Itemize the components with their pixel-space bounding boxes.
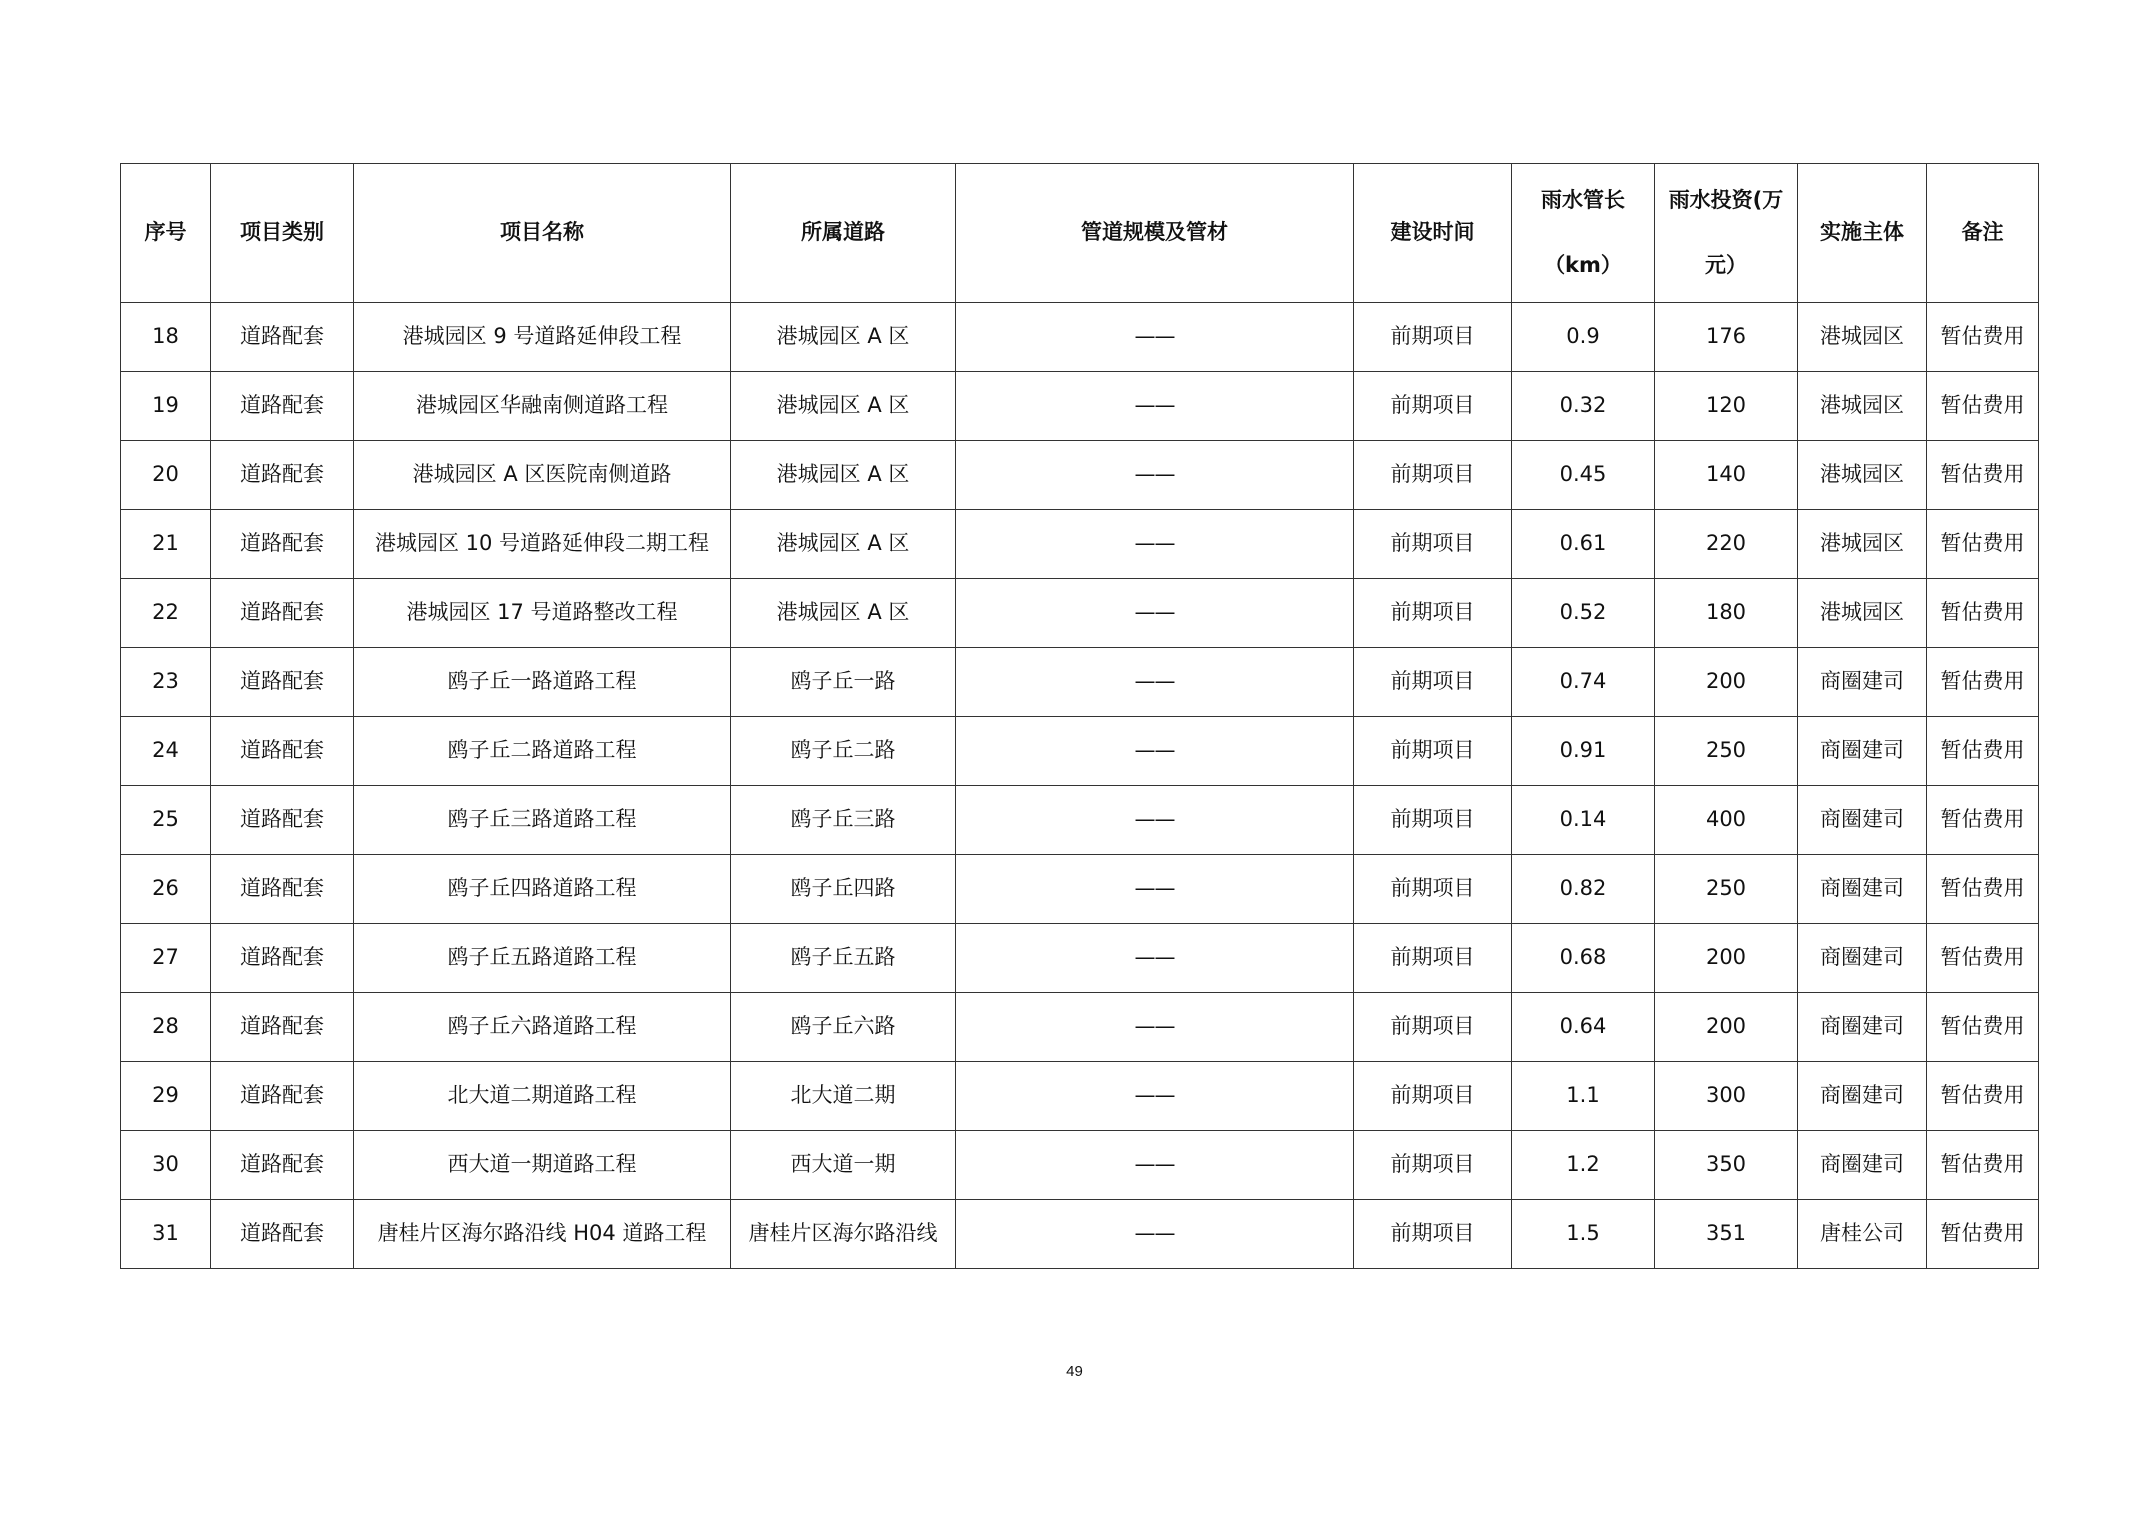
- header-length-line2: （km）: [1544, 253, 1622, 277]
- table-row: [121, 717, 2039, 786]
- cell-length: 0.64: [1512, 993, 1655, 1062]
- cell-category: 道路配套: [211, 579, 354, 648]
- cell-category: 道路配套: [211, 1131, 354, 1200]
- cell-note: 暂估费用: [1927, 1131, 2039, 1200]
- header-invest-line2: 元）: [1705, 253, 1747, 277]
- cell-length: 1.1: [1512, 1062, 1655, 1131]
- cell-seq: 25: [121, 786, 211, 855]
- cell-category: 道路配套: [211, 993, 354, 1062]
- cell-time: 前期项目: [1354, 441, 1512, 510]
- cell-entity: 唐桂公司: [1798, 1200, 1927, 1269]
- cell-note: 暂估费用: [1927, 648, 2039, 717]
- page-number: 49: [1066, 1363, 1083, 1380]
- header-note: 备注: [1927, 164, 2039, 303]
- cell-length: 0.91: [1512, 717, 1655, 786]
- cell-invest: 200: [1655, 648, 1798, 717]
- cell-name: 西大道一期道路工程: [354, 1131, 731, 1200]
- cell-entity: 商圈建司: [1798, 1062, 1927, 1131]
- cell-road: 港城园区 A 区: [731, 303, 956, 372]
- table-row: [121, 993, 2039, 1062]
- cell-pipe: ——: [956, 648, 1354, 717]
- cell-note: 暂估费用: [1927, 441, 2039, 510]
- table-header: [121, 164, 2039, 303]
- cell-note: 暂估费用: [1927, 717, 2039, 786]
- header-invest: [1655, 164, 1798, 303]
- cell-invest: 176: [1655, 303, 1798, 372]
- cell-time: 前期项目: [1354, 579, 1512, 648]
- cell-length: 0.82: [1512, 855, 1655, 924]
- cell-time: 前期项目: [1354, 993, 1512, 1062]
- cell-entity: 港城园区: [1798, 510, 1927, 579]
- cell-length: 1.5: [1512, 1200, 1655, 1269]
- cell-pipe: ——: [956, 441, 1354, 510]
- cell-category: 道路配套: [211, 717, 354, 786]
- cell-road: 鸥子丘六路: [731, 993, 956, 1062]
- cell-name: 北大道二期道路工程: [354, 1062, 731, 1131]
- header-row: [121, 164, 2039, 303]
- cell-pipe: ——: [956, 855, 1354, 924]
- cell-length: 0.52: [1512, 579, 1655, 648]
- cell-time: 前期项目: [1354, 786, 1512, 855]
- cell-time: 前期项目: [1354, 372, 1512, 441]
- cell-pipe: ——: [956, 510, 1354, 579]
- cell-road: 港城园区 A 区: [731, 372, 956, 441]
- cell-category: 道路配套: [211, 1200, 354, 1269]
- cell-category: 道路配套: [211, 855, 354, 924]
- cell-seq: 29: [121, 1062, 211, 1131]
- cell-entity: 商圈建司: [1798, 648, 1927, 717]
- cell-note: 暂估费用: [1927, 579, 2039, 648]
- cell-length: 0.74: [1512, 648, 1655, 717]
- cell-name: 港城园区 9 号道路延伸段工程: [354, 303, 731, 372]
- cell-time: 前期项目: [1354, 924, 1512, 993]
- cell-time: 前期项目: [1354, 303, 1512, 372]
- cell-invest: 220: [1655, 510, 1798, 579]
- cell-invest: 200: [1655, 924, 1798, 993]
- cell-note: 暂估费用: [1927, 1062, 2039, 1131]
- cell-seq: 31: [121, 1200, 211, 1269]
- table-row: [121, 855, 2039, 924]
- cell-pipe: ——: [956, 924, 1354, 993]
- cell-seq: 30: [121, 1131, 211, 1200]
- cell-road: 鸥子丘二路: [731, 717, 956, 786]
- cell-entity: 商圈建司: [1798, 993, 1927, 1062]
- cell-name: 唐桂片区海尔路沿线 H04 道路工程: [354, 1200, 731, 1269]
- cell-category: 道路配套: [211, 441, 354, 510]
- cell-road: 西大道一期: [731, 1131, 956, 1200]
- table-row: [121, 372, 2039, 441]
- cell-name: 港城园区 10 号道路延伸段二期工程: [354, 510, 731, 579]
- table-row: [121, 648, 2039, 717]
- cell-name: 港城园区华融南侧道路工程: [354, 372, 731, 441]
- cell-entity: 港城园区: [1798, 441, 1927, 510]
- cell-road: 鸥子丘四路: [731, 855, 956, 924]
- header-pipe: 管道规模及管材: [956, 164, 1354, 303]
- cell-note: 暂估费用: [1927, 372, 2039, 441]
- cell-entity: 商圈建司: [1798, 717, 1927, 786]
- header-entity: 实施主体: [1798, 164, 1927, 303]
- cell-note: 暂估费用: [1927, 303, 2039, 372]
- cell-entity: 商圈建司: [1798, 855, 1927, 924]
- table-row: [121, 786, 2039, 855]
- cell-pipe: ——: [956, 1062, 1354, 1131]
- cell-entity: 港城园区: [1798, 372, 1927, 441]
- cell-note: 暂估费用: [1927, 1200, 2039, 1269]
- table-row: [121, 441, 2039, 510]
- cell-name: 鸥子丘三路道路工程: [354, 786, 731, 855]
- header-seq: 序号: [121, 164, 211, 303]
- cell-invest: 250: [1655, 855, 1798, 924]
- cell-road: 鸥子丘五路: [731, 924, 956, 993]
- cell-seq: 18: [121, 303, 211, 372]
- cell-length: 0.14: [1512, 786, 1655, 855]
- cell-invest: 200: [1655, 993, 1798, 1062]
- cell-length: 0.68: [1512, 924, 1655, 993]
- cell-category: 道路配套: [211, 648, 354, 717]
- cell-entity: 港城园区: [1798, 579, 1927, 648]
- cell-note: 暂估费用: [1927, 855, 2039, 924]
- cell-road: 唐桂片区海尔路沿线: [731, 1200, 956, 1269]
- header-category: 项目类别: [211, 164, 354, 303]
- cell-road: 港城园区 A 区: [731, 510, 956, 579]
- cell-name: 鸥子丘一路道路工程: [354, 648, 731, 717]
- header-road: 所属道路: [731, 164, 956, 303]
- cell-time: 前期项目: [1354, 1200, 1512, 1269]
- cell-road: 鸥子丘三路: [731, 786, 956, 855]
- table-row: [121, 303, 2039, 372]
- cell-invest: 120: [1655, 372, 1798, 441]
- cell-pipe: ——: [956, 717, 1354, 786]
- cell-name: 鸥子丘六路道路工程: [354, 993, 731, 1062]
- cell-note: 暂估费用: [1927, 993, 2039, 1062]
- cell-length: 1.2: [1512, 1131, 1655, 1200]
- table-row: [121, 510, 2039, 579]
- cell-time: 前期项目: [1354, 648, 1512, 717]
- cell-road: 鸥子丘一路: [731, 648, 956, 717]
- cell-road: 北大道二期: [731, 1062, 956, 1131]
- cell-length: 0.9: [1512, 303, 1655, 372]
- cell-time: 前期项目: [1354, 510, 1512, 579]
- cell-name: 港城园区 A 区医院南侧道路: [354, 441, 731, 510]
- cell-pipe: ——: [956, 1200, 1354, 1269]
- cell-time: 前期项目: [1354, 717, 1512, 786]
- cell-name: 鸥子丘二路道路工程: [354, 717, 731, 786]
- header-time: 建设时间: [1354, 164, 1512, 303]
- cell-invest: 350: [1655, 1131, 1798, 1200]
- cell-time: 前期项目: [1354, 1062, 1512, 1131]
- cell-name: 鸥子丘四路道路工程: [354, 855, 731, 924]
- cell-invest: 180: [1655, 579, 1798, 648]
- header-length-line1: 雨水管长: [1541, 187, 1625, 212]
- project-table: [120, 163, 2039, 1269]
- cell-length: 0.61: [1512, 510, 1655, 579]
- cell-note: 暂估费用: [1927, 786, 2039, 855]
- cell-note: 暂估费用: [1927, 924, 2039, 993]
- table-row: [121, 1131, 2039, 1200]
- cell-pipe: ——: [956, 372, 1354, 441]
- cell-time: 前期项目: [1354, 855, 1512, 924]
- cell-entity: 港城园区: [1798, 303, 1927, 372]
- cell-seq: 24: [121, 717, 211, 786]
- cell-invest: 300: [1655, 1062, 1798, 1131]
- cell-length: 0.45: [1512, 441, 1655, 510]
- cell-road: 港城园区 A 区: [731, 441, 956, 510]
- cell-seq: 21: [121, 510, 211, 579]
- cell-pipe: ——: [956, 786, 1354, 855]
- cell-time: 前期项目: [1354, 1131, 1512, 1200]
- table-row: [121, 1062, 2039, 1131]
- table-body: [121, 303, 2039, 1269]
- cell-invest: 351: [1655, 1200, 1798, 1269]
- cell-name: 鸥子丘五路道路工程: [354, 924, 731, 993]
- cell-seq: 23: [121, 648, 211, 717]
- header-name: 项目名称: [354, 164, 731, 303]
- cell-invest: 250: [1655, 717, 1798, 786]
- cell-invest: 400: [1655, 786, 1798, 855]
- header-invest-line1: 雨水投资(万: [1668, 187, 1784, 212]
- cell-seq: 22: [121, 579, 211, 648]
- cell-pipe: ——: [956, 579, 1354, 648]
- cell-category: 道路配套: [211, 303, 354, 372]
- cell-invest: 140: [1655, 441, 1798, 510]
- cell-road: 港城园区 A 区: [731, 579, 956, 648]
- cell-category: 道路配套: [211, 786, 354, 855]
- cell-category: 道路配套: [211, 1062, 354, 1131]
- cell-entity: 商圈建司: [1798, 924, 1927, 993]
- cell-seq: 28: [121, 993, 211, 1062]
- table-row: [121, 924, 2039, 993]
- cell-pipe: ——: [956, 303, 1354, 372]
- cell-category: 道路配套: [211, 510, 354, 579]
- header-length: [1512, 164, 1655, 303]
- cell-pipe: ——: [956, 1131, 1354, 1200]
- cell-category: 道路配套: [211, 924, 354, 993]
- cell-category: 道路配套: [211, 372, 354, 441]
- cell-entity: 商圈建司: [1798, 1131, 1927, 1200]
- cell-note: 暂估费用: [1927, 510, 2039, 579]
- cell-pipe: ——: [956, 993, 1354, 1062]
- table-row: [121, 579, 2039, 648]
- cell-seq: 20: [121, 441, 211, 510]
- cell-entity: 商圈建司: [1798, 786, 1927, 855]
- cell-length: 0.32: [1512, 372, 1655, 441]
- cell-seq: 19: [121, 372, 211, 441]
- cell-seq: 26: [121, 855, 211, 924]
- cell-seq: 27: [121, 924, 211, 993]
- cell-name: 港城园区 17 号道路整改工程: [354, 579, 731, 648]
- table-row: [121, 1200, 2039, 1269]
